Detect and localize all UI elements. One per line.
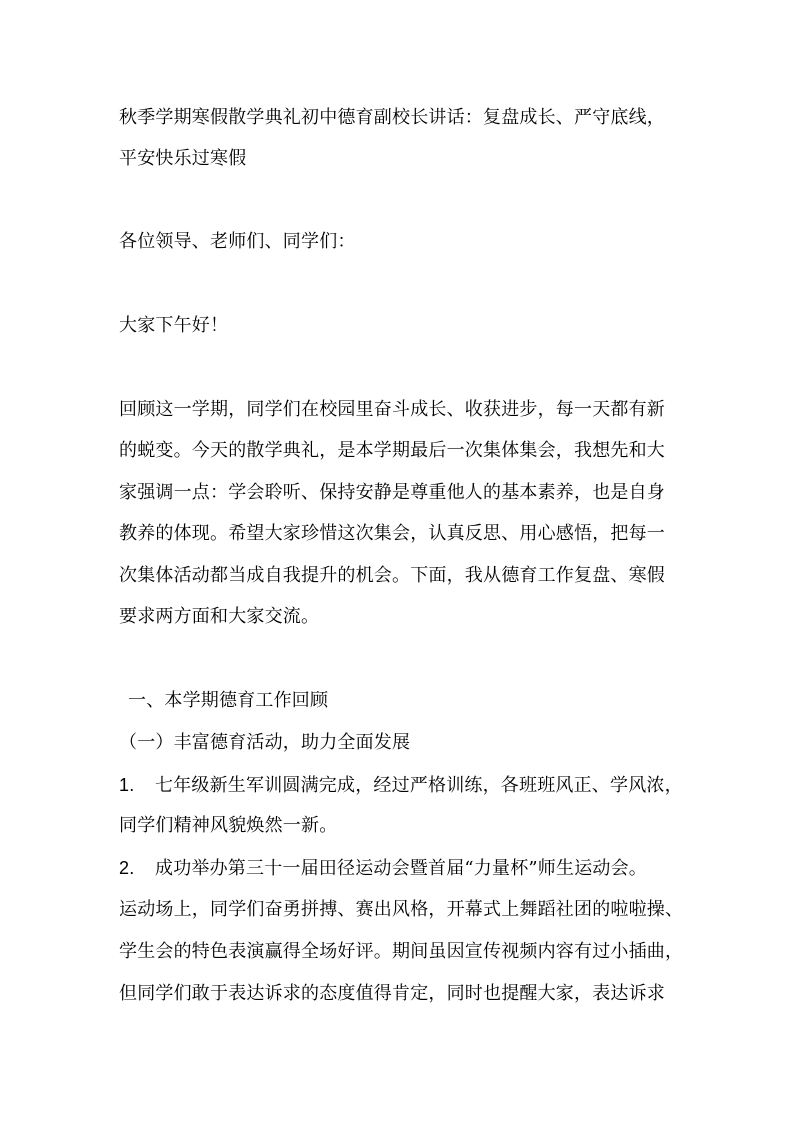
intro-line-2: 的蜕变。今天的散学典礼，是本学期最后一次集体集会，我想先和大 [119, 440, 665, 461]
document-title-line-2: 平安快乐过寒假 [119, 148, 247, 169]
list-item-2 [119, 856, 647, 881]
greeting: 大家下午好！ [119, 315, 229, 336]
list-item-2-continuation-1: 运动场上，同学们奋勇拼搏、赛出风格，开幕式上舞蹈社团的啦啦操、 [119, 899, 684, 920]
list-item-2-continuation-2: 学生会的特色表演赢得全场好评。期间虽因宣传视频内容有过小插曲， [119, 941, 684, 962]
list-item-number: 2. [119, 858, 135, 878]
list-item-1 [119, 773, 683, 798]
list-item-text: 七年级新生军训圆满完成，经过严格训练，各班班风正、学风浓， [155, 775, 683, 796]
list-item-1-continuation: 同学们精神风貌焕然一新。 [119, 815, 338, 836]
section-heading: 一、本学期德育工作回顾 [128, 690, 329, 711]
intro-line-1: 回顾这一学期，同学们在校园里奋斗成长、收获进步，每一天都有新 [119, 399, 665, 420]
section-subheading: （一）丰富德育活动，助力全面发展 [119, 732, 411, 753]
intro-line-6: 要求两方面和大家交流。 [119, 606, 320, 627]
intro-line-4: 教养的体现。希望大家珍惜这次集会，认真反思、用心感悟，把每一 [119, 523, 665, 544]
salutation: 各位领导、老师们、同学们： [119, 231, 356, 252]
document-title-line-1: 秋季学期寒假散学典礼初中德育副校长讲话：复盘成长、严守底线， [119, 107, 665, 128]
intro-line-3: 家强调一点：学会聆听、保持安静是尊重他人的基本素养，也是自身 [119, 482, 665, 503]
list-item-2-continuation-3: 但同学们敢于表达诉求的态度值得肯定，同时也提醒大家，表达诉求 [119, 983, 665, 1004]
list-item-number: 1. [119, 775, 135, 795]
intro-line-5: 次集体活动都当成自我提升的机会。下面，我从德育工作复盘、寒假 [119, 565, 665, 586]
list-item-text: 成功举办第三十一届田径运动会暨首届“力量杯”师生运动会。 [155, 858, 648, 879]
